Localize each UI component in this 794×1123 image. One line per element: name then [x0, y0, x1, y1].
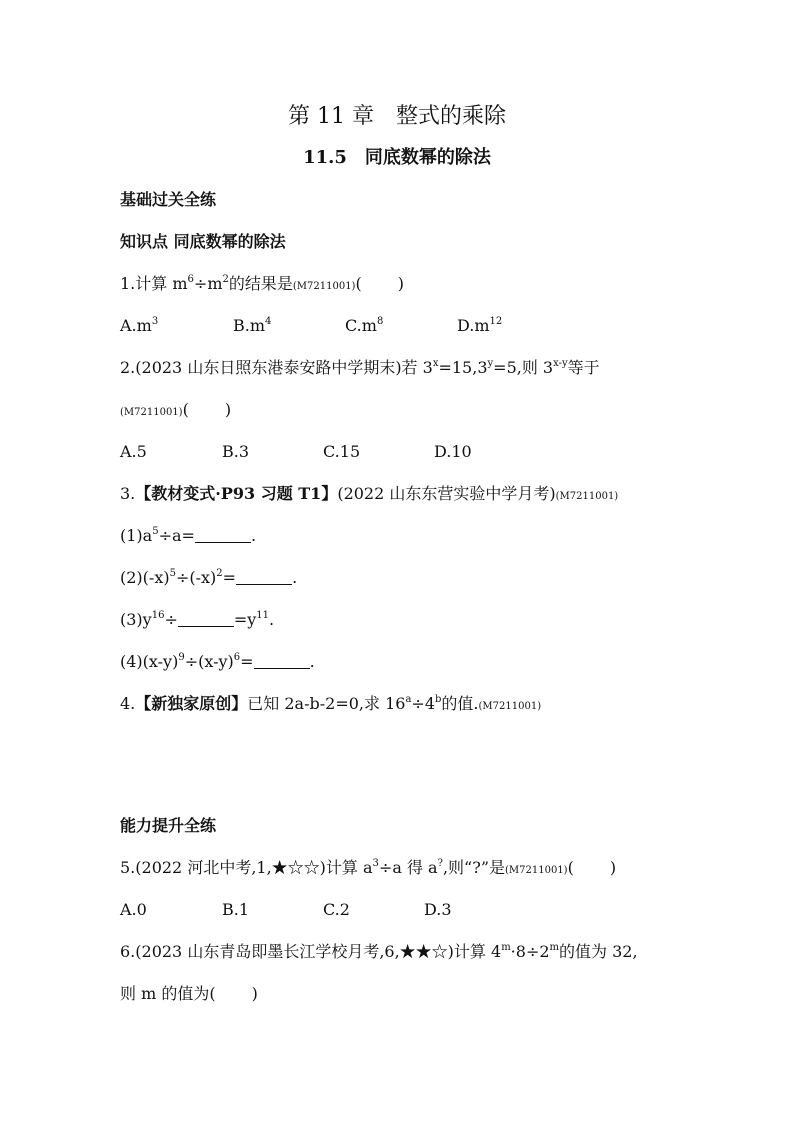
- q4-text-a: 已知 2a-b-2=0,求 16: [247, 694, 406, 713]
- question-5: [120, 858, 616, 881]
- q4-text-c: 的值.: [441, 694, 479, 713]
- q1-text-c: 的结果是: [228, 274, 293, 293]
- q3p3-sup1: 16: [151, 610, 165, 621]
- q4-text-b: ÷4: [411, 694, 436, 713]
- q3p2-b: ÷(-x): [175, 568, 217, 587]
- q3p3-c: =y: [233, 610, 257, 629]
- part2-heading: 能力提升全练: [120, 816, 217, 835]
- question-6-line2: [120, 984, 258, 1004]
- q1-option-b-sup: 4: [265, 316, 272, 327]
- question-4: [120, 694, 541, 717]
- q6-text-b: ·8÷2: [510, 942, 550, 961]
- q1-option-d-base: D.m: [457, 316, 490, 335]
- q1-option-a-sup: 3: [151, 316, 159, 327]
- q1-option-d[interactable]: [457, 316, 502, 336]
- q1-option-d-sup: 12: [489, 316, 503, 327]
- q1-paren-close: ): [397, 274, 404, 293]
- q3p3-a: (3)y: [120, 610, 152, 629]
- q1-option-c-sup: 8: [376, 316, 384, 327]
- q1-code: (M7211001): [292, 281, 356, 292]
- q5-paren-close: ): [609, 858, 617, 877]
- q5-text-b: ÷a 得 a: [378, 858, 438, 877]
- q3p4-sup2: 6: [233, 652, 241, 663]
- q3p3-blank[interactable]: [178, 612, 234, 627]
- q6-sup-a: m: [501, 942, 511, 953]
- q4-answer-area[interactable]: [0, 730, 794, 810]
- q2-paren-close: ): [224, 400, 232, 419]
- q3p3-sup2: 11: [256, 610, 270, 621]
- q3p2-a: (2)(-x): [120, 568, 170, 587]
- q6-line2: 则 m 的值为: [120, 984, 210, 1003]
- q3-code: (M7211001): [555, 491, 619, 502]
- q5-sup-b: ?: [437, 858, 443, 869]
- q6-paren-close: ): [251, 984, 258, 1003]
- q2-option-c[interactable]: C.15: [323, 442, 361, 461]
- q6-text-a: 6.(2023 山东青岛即墨长江学校月考,6,★★☆)计算 4: [120, 942, 502, 961]
- q1-option-c[interactable]: [345, 316, 383, 336]
- q3p3-b: ÷: [164, 610, 178, 629]
- q5-option-c[interactable]: C.2: [323, 900, 350, 919]
- q3p1-sup: 5: [152, 526, 159, 537]
- q2-paren-open: (: [182, 400, 189, 419]
- q2-sup-c: x-y: [553, 358, 568, 369]
- section-title: [0, 146, 794, 170]
- q5-text-a: 5.(2022 河北中考,1,★☆☆)计算 a: [120, 858, 373, 877]
- question-6: [120, 942, 638, 962]
- q3p4-c: =: [240, 652, 254, 671]
- q2-sup-b: y: [487, 358, 494, 369]
- q6-text-c: 的值为 32,: [559, 942, 638, 961]
- q2-sup-a: x: [432, 358, 439, 369]
- q1-option-a[interactable]: [120, 316, 158, 336]
- q6-paren-open: (: [209, 984, 216, 1003]
- q5-option-d[interactable]: D.3: [424, 900, 452, 919]
- q2-option-a[interactable]: A.5: [120, 442, 147, 461]
- q1-sup-a: 6: [187, 274, 194, 285]
- q1-option-c-base: C.m: [345, 316, 377, 335]
- q3p2-blank[interactable]: [236, 570, 292, 585]
- q1-option-b-base: B.m: [233, 316, 266, 335]
- q2-text-c: =5,则 3: [493, 358, 554, 377]
- q5-text-c: ,则“?”是: [442, 858, 505, 877]
- section-title-text: 11.5 同底数幂的除法: [303, 147, 491, 168]
- q5-paren-open: (: [567, 858, 574, 877]
- q3p4-sup1: 9: [178, 652, 185, 663]
- q2-code: (M7211001): [120, 407, 183, 418]
- q3-tag: 【教材变式·P93 习题 T1】: [135, 484, 338, 503]
- question-2-line2: [120, 400, 231, 423]
- q4-code: (M7211001): [478, 701, 542, 712]
- q3p1-blank[interactable]: [195, 528, 251, 543]
- part1-heading: 基础过关全练: [120, 190, 217, 209]
- q3-part-2: [120, 568, 297, 588]
- q6-sup-b: m: [549, 942, 560, 953]
- q3p2-sup2: 2: [216, 568, 223, 579]
- q4-sup-b: b: [435, 694, 442, 705]
- q5-sup-a: 3: [372, 858, 379, 869]
- q3-source: (2022 山东东营实验中学月考): [337, 484, 556, 503]
- q3p4-b: ÷(x-y): [184, 652, 234, 671]
- q3-part-3: [120, 610, 274, 630]
- question-2: [120, 358, 600, 378]
- q1-text-b: ÷m: [193, 274, 223, 293]
- q5-code: (M7211001): [505, 865, 568, 876]
- q1-sup-b: 2: [222, 274, 229, 285]
- q3p2-c: =: [222, 568, 237, 587]
- q1-paren-open: (: [355, 274, 362, 293]
- q3p2-sup1: 5: [169, 568, 176, 579]
- q3-number: 3.: [120, 484, 136, 503]
- question-3: [120, 484, 618, 507]
- q4-number: 4.: [120, 694, 136, 713]
- q3p1-a: (1)a: [120, 526, 153, 545]
- topic-heading: 知识点 同底数幂的除法: [120, 232, 286, 251]
- q2-option-b[interactable]: B.3: [222, 442, 250, 461]
- q3p4-a: (4)(x-y): [120, 652, 179, 671]
- q5-option-a[interactable]: A.0: [120, 900, 147, 919]
- q1-text-a: 1.计算 m: [120, 274, 188, 293]
- q3p2-end: .: [292, 568, 298, 587]
- q2-text-d: 等于: [567, 358, 600, 377]
- q4-tag: 【新独家原创】: [135, 694, 248, 713]
- q3-part-1: [120, 526, 256, 546]
- q3p4-end: .: [309, 652, 315, 671]
- question-1: [120, 274, 404, 297]
- q3-part-4: [120, 652, 315, 672]
- q3p1-end: .: [250, 526, 257, 545]
- q4-sup-a: a: [405, 694, 412, 705]
- q2-text-a: 2.(2023 山东日照东港泰安路中学期末)若 3: [120, 358, 433, 377]
- q3p3-end: .: [269, 610, 275, 629]
- chapter-title: [0, 103, 794, 131]
- q3p4-blank[interactable]: [254, 654, 310, 669]
- q2-text-b: =15,3: [438, 358, 488, 377]
- q5-option-b[interactable]: B.1: [222, 900, 250, 919]
- q2-option-d[interactable]: D.10: [434, 442, 472, 461]
- q1-option-a-base: A.m: [120, 316, 152, 335]
- q3p1-b: ÷a=: [158, 526, 195, 545]
- chapter-title-text: 第 11 章 整式的乘除: [288, 104, 506, 129]
- q1-option-b[interactable]: [233, 316, 271, 336]
